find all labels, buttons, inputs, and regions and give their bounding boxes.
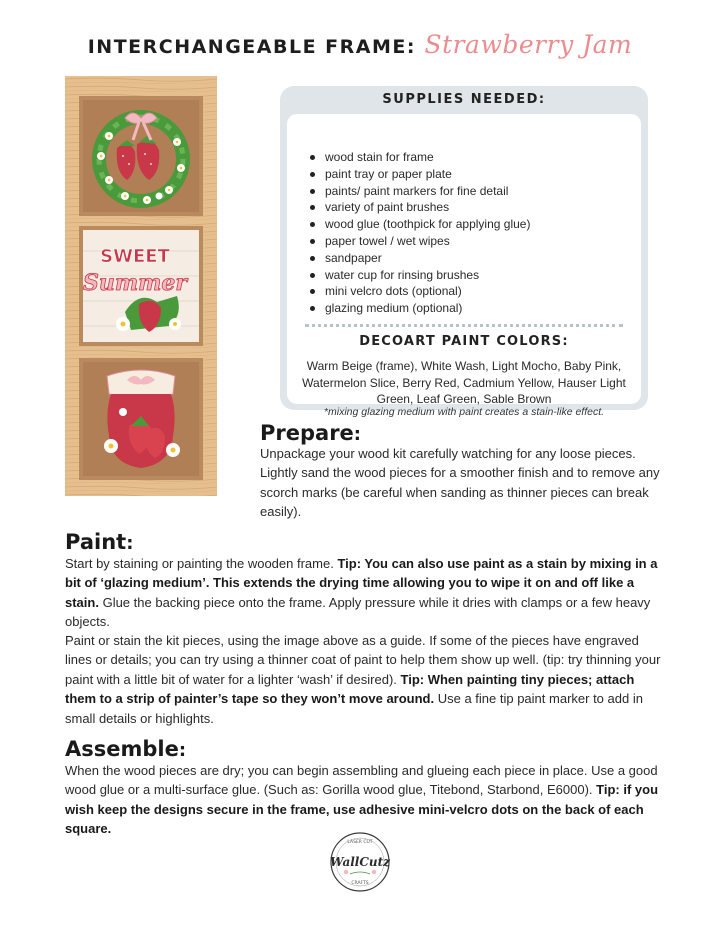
list-item: paint tray or paper plate	[325, 166, 530, 183]
prepare-heading: Prepare:	[260, 421, 361, 445]
list-item: sandpaper	[325, 250, 530, 267]
svg-text:LASER CUT: LASER CUT	[347, 840, 373, 845]
jam-jar-tile	[79, 358, 203, 480]
svg-text:WallCutz: WallCutz	[330, 855, 390, 869]
title-accent: Strawberry Jam	[424, 30, 633, 59]
dotted-divider	[305, 324, 623, 327]
list-item: paints/ paint markers for fine detail	[325, 183, 530, 200]
paint-colors-line: Warm Beige (frame), White Wash, Light Mocho, Baby Pink,	[306, 359, 622, 373]
frame-illustration	[65, 76, 217, 496]
sign-bottom-text: Summer	[82, 270, 188, 296]
paint-tip-2: Tip: When painting tiny pieces; attach them to a strip of painter’s tape so they won’t move around.	[65, 671, 635, 707]
list-item: water cup for rinsing brushes	[325, 267, 530, 284]
paint-note: *mixing glazing medium with paint creates a stain-like effect.	[323, 406, 605, 418]
supplies-list	[325, 149, 530, 317]
supplies-title: SUPPLIES NEEDED:	[382, 92, 546, 107]
paint-colors-line: Green, Leaf Green, Sable Brown	[376, 392, 552, 406]
svg-text:CRAFTS: CRAFTS	[351, 881, 369, 886]
sweet-summer-tile	[79, 226, 203, 346]
wallcutz-logo	[326, 830, 394, 894]
paint-colors-title: DECOART PAINT COLORS:	[359, 334, 569, 349]
supplies-card	[280, 86, 648, 418]
assemble-tip: Tip: if you wish keep the designs secure in the frame, use adhesive mini-velcro dots on the back of each square.	[65, 782, 659, 837]
sign-top-text: SWEET	[100, 246, 170, 267]
page-title	[0, 30, 720, 59]
paint-paragraph-1: Start by staining or painting the wooden frame. Tip: You can also use paint as a stain by mixing in a bit of ‘glazing medium’. This extends the drying time allowing you to wipe it on and off like a stain. Glue the backing piece onto the frame. Apply pressure while it dries with clamps or a few heavy objects.	[65, 556, 658, 630]
paint-colors-line: Watermelon Slice, Berry Red, Cadmium Yellow, Hauser Light	[302, 375, 626, 390]
assemble-heading: Assemble:	[65, 737, 187, 761]
list-item: mini velcro dots (optional)	[325, 283, 530, 300]
supplies-card-body	[287, 114, 641, 418]
list-item: variety of paint brushes	[325, 199, 530, 216]
title-main: INTERCHANGEABLE FRAME:	[87, 36, 416, 58]
paint-colors-text	[295, 358, 633, 408]
wreath-tile	[79, 96, 203, 216]
list-item: glazing medium (optional)	[325, 300, 530, 317]
list-item: wood stain for frame	[325, 149, 530, 166]
paint-heading: Paint:	[65, 530, 134, 554]
paint-tip-1: Tip: You can also use paint as a stain by mixing in a bit of ‘glazing medium’. This extends the drying time allowing you to wipe it on and off like a stain.	[65, 556, 658, 610]
prepare-text: Unpackage your wood kit carefully watching for any loose pieces. Lightly sand the wood pieces for a smoother finish and to remove any scorch marks (be careful when sanding as thinner pieces can break easily).	[260, 446, 660, 520]
assemble-text: When the wood pieces are dry; you can begin assembling and glueing each piece in place. Use a good wood glue or a multi-surface glue. (Such as: Gorilla wood glue, Titebond, Starbond, E6000). Tip: if you wish keep the designs secure in the frame, use adhesive mini-velcro dots on the back of each square.	[65, 763, 659, 837]
list-item: paper towel / wet wipes	[325, 233, 530, 250]
paint-paragraph-2: Paint or stain the kit pieces, using the image above as a guide. If some of the pieces have engraved lines or details; you can try using a thinner coat of paint to help them show up well. (tip: try thinning your paint with a little bit of water for a lighter ‘wash’ if desired). Tip: When painting tiny pieces; attach them to a strip of painter’s tape so they won’t move around. Use a fine tip paint marker to add in small details or highlights.	[65, 633, 661, 726]
list-item: wood glue (toothpick for applying glue)	[325, 217, 531, 232]
